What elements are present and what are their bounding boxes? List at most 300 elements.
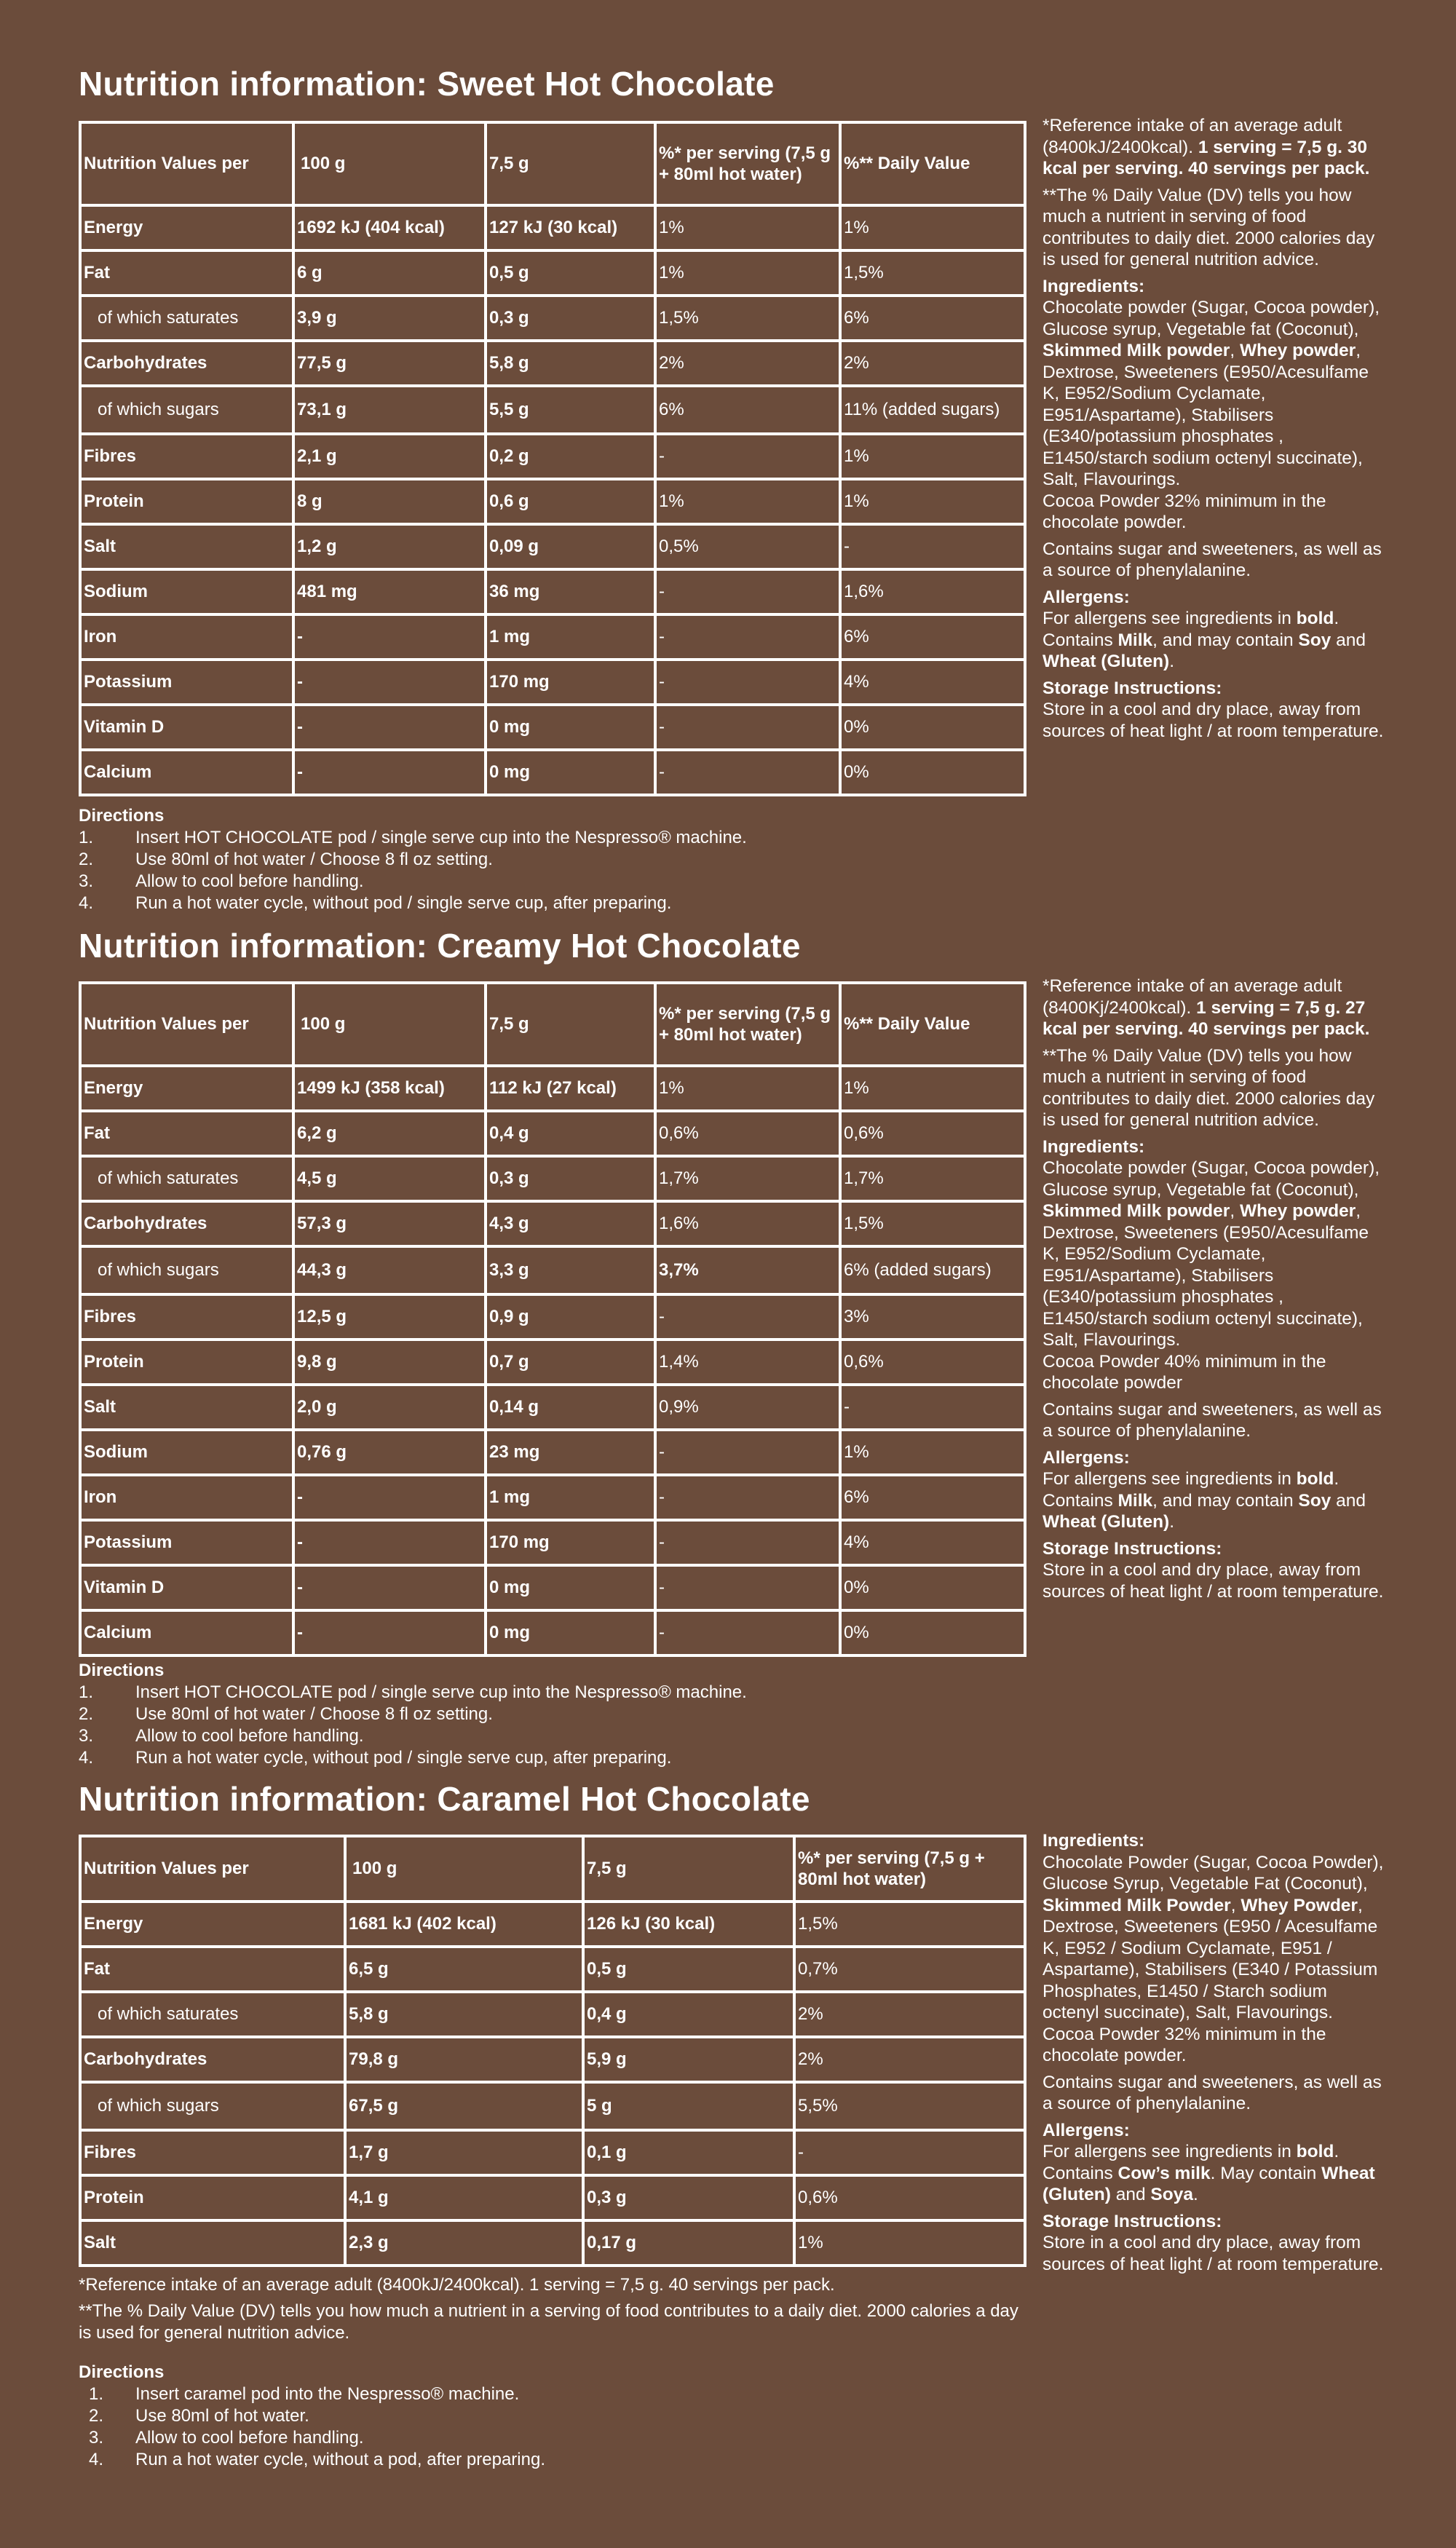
row-label: Carbohydrates [80,1201,293,1246]
table-cell: 0,5% [655,524,840,569]
ingredients-part: Chocolate powder (Sugar, Cocoa powder), Glucose syrup, Vegetable fat (Coconut), [1042,298,1380,339]
header-cell: 100 g [293,122,486,205]
table-cell: - [655,750,840,795]
table-row [80,1294,1025,1340]
section-sweet [79,64,1389,916]
nutrition-table [79,981,1026,1657]
table-row [80,341,1025,386]
table-cell: - [293,750,486,795]
table-header-row [80,983,1025,1066]
allergens-bold: Wheat (Gluten) [1042,2163,1375,2204]
storage-text: Store in a cool and dry place, away from sources of heat light / at room temperature. [1042,1560,1384,1602]
table-cell: 112 kJ (27 kcal) [486,1066,655,1111]
table-cell: 0 mg [486,1565,655,1610]
table-cell: - [655,614,840,660]
table-cell: 3,9 g [293,296,486,341]
ingredients-part: , [1230,341,1240,360]
row-label: Energy [80,205,293,250]
direction-step [79,849,747,871]
table-cell: 1,6% [840,569,1025,614]
step-text: Use 80ml of hot water / Choose 8 fl oz setting. [135,850,493,869]
table-row [80,1520,1025,1565]
table-cell: 4,3 g [486,1201,655,1246]
direction-step [79,2449,545,2471]
row-label: Calcium [80,750,293,795]
ingredients-part: Chocolate Powder (Sugar, Cocoa Powder), Glucose Syrup, Vegetable Fat (Coconut), [1042,1852,1384,1894]
table-cell: - [794,2130,1025,2175]
storage-heading: Storage Instructions: [1042,2211,1222,2231]
step-text: Use 80ml of hot water / Choose 8 fl oz setting. [135,1704,493,1724]
table-cell: 3,7% [655,1246,840,1294]
storage-heading: Storage Instructions: [1042,1538,1222,1559]
step-text: Allow to cool before handling. [135,1726,364,1746]
table-cell: 9,8 g [293,1340,486,1385]
allergens-part: For allergens see ingredients in [1042,2142,1297,2161]
header-cell: 100 g [293,983,486,1066]
table-cell: - [655,1294,840,1340]
table-row [80,1111,1025,1156]
table-cell: 1% [840,479,1025,524]
table-cell: 1,7% [840,1156,1025,1201]
step-number: 3. [89,2428,104,2448]
row-label: Carbohydrates [80,2037,345,2082]
table-header-row [80,122,1025,205]
table-cell: 2,0 g [293,1385,486,1430]
table-cell: 0,6% [840,1340,1025,1385]
allergens-part: . Contains [1042,2142,1340,2183]
row-label: Sodium [80,1430,293,1475]
table-cell: 0,3 g [486,296,655,341]
table-cell: 73,1 g [293,386,486,434]
reference-note: *Reference intake of an average adult (8400kJ/2400kcal). 1 serving = 7,5 g. 40 servings per pack. [79,2275,835,2295]
table-cell: 2,1 g [293,434,486,479]
table-cell: 1,7% [655,1156,840,1201]
table-cell: 6% [840,1475,1025,1520]
table-row [80,386,1025,434]
row-label: Fat [80,1947,345,1992]
table-cell: - [293,1475,486,1520]
table-cell: 1,7 g [345,2130,583,2175]
table-cell: 4% [840,1520,1025,1565]
daily-value-note: **The % Daily Value (DV) tells you how much a nutrient in a serving of food contributes to a daily diet. 2000 calories a day is used for general nutrition advice. [79,2301,1018,2343]
ingredients-heading: Ingredients: [1042,1831,1145,1851]
table-cell: 1499 kJ (358 kcal) [293,1066,486,1111]
step-number: 3. [79,1726,94,1746]
table-cell: 1% [840,1066,1025,1111]
header-cell: 7,5 g [486,122,655,205]
ingredients-part: , [1230,1201,1240,1221]
allergens-part: For allergens see ingredients in [1042,609,1297,628]
table-cell: 481 mg [293,569,486,614]
table-cell: 170 mg [486,660,655,705]
allergens-bold: Wheat (Gluten) [1042,1512,1170,1532]
reference-note [1042,115,1385,180]
table-cell: 0,6% [794,2175,1025,2220]
table-cell: 127 kJ (30 kcal) [486,205,655,250]
header-cell: %* per serving (7,5 g + 80ml hot water) [794,1836,1025,1902]
header-cell: Nutrition Values per [80,1836,345,1902]
table-cell: 1,5% [655,296,840,341]
table-row [80,296,1025,341]
row-label: of which sugars [80,386,293,434]
allergens-part: For allergens see ingredients in [1042,1469,1297,1489]
row-label: Fibres [80,2130,345,2175]
table-cell: 0,17 g [583,2220,794,2266]
table-cell: 0,76 g [293,1430,486,1475]
table-cell: - [293,705,486,750]
cocoa-note: Cocoa Powder 32% minimum in the chocolate powder. [1042,491,1326,532]
table-row [80,1610,1025,1655]
table-cell: 0 mg [486,750,655,795]
direction-step [79,2383,545,2405]
table-row [80,1565,1025,1610]
section-caramel [79,1779,1389,2529]
table-cell: 0,3 g [583,2175,794,2220]
ingredients-part: , Dextrose, Sweeteners (E950 / Acesulfame K, E952 / Sodium Cyclamate, E951 / Aspartame), Stabilisers (E340 / Potassium Phosphates, E1450 / Starch sodium octenyl succinate), Salt, Flavourings. [1042,1895,1378,2022]
table-cell: 1% [655,205,840,250]
section-creamy [79,926,1389,1778]
table-row [80,1246,1025,1294]
table-cell: 170 mg [486,1520,655,1565]
direction-step [79,2427,545,2449]
row-label: Fibres [80,1294,293,1340]
table-row [80,2082,1025,2130]
table-cell: 11% (added sugars) [840,386,1025,434]
allergens-part: and [1331,1490,1366,1511]
allergens-part: . [1169,652,1175,671]
ingredients-heading: Ingredients: [1042,276,1145,296]
directions-title: Directions [79,2362,165,2382]
table-header-row [80,1836,1025,1902]
ingredients-text [1042,297,1385,534]
table-cell: 3% [840,1294,1025,1340]
allergens-heading: Allergens: [1042,587,1130,607]
table-cell: 2,3 g [345,2220,583,2266]
row-label: of which saturates [80,1156,293,1201]
side-info [1042,976,1385,1607]
table-row [80,1066,1025,1111]
table-cell: 1% [840,205,1025,250]
step-text: Run a hot water cycle, without pod / single serve cup, after preparing. [135,893,672,913]
allergens-bold: Soy [1298,1490,1332,1511]
table-cell: - [655,1610,840,1655]
table-cell: 0,9% [655,1385,840,1430]
table-cell: 0,4 g [486,1111,655,1156]
allergen-ingredient: Skimmed Milk powder [1042,1201,1230,1221]
directions [79,805,747,914]
table-cell: 5 g [583,2082,794,2130]
direction-step [79,2405,545,2427]
table-row [80,2220,1025,2266]
allergens-part: . [1169,1512,1175,1532]
table-cell: - [840,524,1025,569]
table-cell: 5,5% [794,2082,1025,2130]
table-cell: 0,09 g [486,524,655,569]
reference-text: *Reference intake of an average adult (8400kJ/2400kcal). [1042,116,1342,157]
allergens-text [1042,1468,1385,1533]
table-cell: 12,5 g [293,1294,486,1340]
table-cell: 4,1 g [345,2175,583,2220]
header-cell: %* per serving (7,5 g + 80ml hot water) [655,122,840,205]
table-row [80,1947,1025,1992]
allergens-text [1042,608,1385,673]
allergens-heading: Allergens: [1042,1447,1130,1468]
step-number: 4. [79,893,94,913]
allergens-bold: bold [1296,1469,1334,1489]
side-info [1042,115,1385,747]
serving-info: 1 serving = 7,5 g. 27 kcal per serving. 40 servings per pack. [1042,997,1370,1039]
step-text: Insert HOT CHOCOLATE pod / single serve cup into the Nespresso® machine. [135,828,747,847]
allergens-bold: Milk [1117,1490,1153,1511]
table-cell: 0 mg [486,1610,655,1655]
header-cell: 7,5 g [486,983,655,1066]
table-cell: 2% [794,2037,1025,2082]
table-cell: 4,5 g [293,1156,486,1201]
allergens-bold: bold [1296,609,1334,628]
step-number: 3. [79,871,94,891]
table-cell: 2% [840,341,1025,386]
table-cell: 8 g [293,479,486,524]
table-cell: 6% (added sugars) [840,1246,1025,1294]
table-row [80,614,1025,660]
table-row [80,1430,1025,1475]
allergen-ingredient: Skimmed Milk Powder [1042,1895,1231,1915]
table-cell: - [655,1430,840,1475]
table-cell: 0,2 g [486,434,655,479]
table-cell: 6,2 g [293,1111,486,1156]
step-text: Allow to cool before handling. [135,871,364,891]
row-label: of which saturates [80,296,293,341]
nutrition-table [79,121,1026,796]
table-cell: 0,5 g [583,1947,794,1992]
table-row [80,569,1025,614]
row-label: Salt [80,2220,345,2266]
table-cell: 6% [840,614,1025,660]
table-cell: 77,5 g [293,341,486,386]
serving-info: 1 serving = 7,5 g. 30 kcal per serving. 40 servings per pack. [1042,137,1370,178]
reference-note [1042,976,1385,1040]
table-row [80,2037,1025,2082]
table-cell: 5,8 g [486,341,655,386]
table-cell: 44,3 g [293,1246,486,1294]
direction-step [79,871,747,893]
allergens-bold: Soy [1298,630,1332,650]
table-row [80,2175,1025,2220]
table-cell: 1,6% [655,1201,840,1246]
table-cell: - [655,1565,840,1610]
row-label: Energy [80,1066,293,1111]
contains-note: Contains sugar and sweeteners, as well as a source of phenylalanine. [1042,1399,1382,1441]
direction-step [79,1704,747,1725]
table-row [80,205,1025,250]
allergens-part: , and may contain [1152,630,1299,650]
table-row [80,705,1025,750]
cocoa-note: Cocoa Powder 32% minimum in the chocolate powder. [1042,2024,1326,2065]
table-cell: - [655,705,840,750]
step-number: 4. [89,2450,104,2469]
table-row [80,660,1025,705]
row-label: Protein [80,1340,293,1385]
allergen-ingredient: Whey powder [1239,1201,1356,1221]
header-cell: %** Daily Value [840,983,1025,1066]
allergen-ingredient: Whey Powder [1241,1895,1358,1915]
table-row [80,1156,1025,1201]
direction-step [79,827,747,849]
table-cell: 3,3 g [486,1246,655,1294]
table-cell: 6% [840,296,1025,341]
table-cell: 0,1 g [583,2130,794,2175]
header-cell: %** Daily Value [840,122,1025,205]
cocoa-note: Cocoa Powder 40% minimum in the chocolate powder [1042,1351,1326,1393]
side-info [1042,1830,1385,2280]
table-cell: 79,8 g [345,2037,583,2082]
step-text: Use 80ml of hot water. [135,2406,309,2426]
ingredients-part: , [1230,1895,1241,1915]
table-row [80,1385,1025,1430]
table-cell: 1,5% [794,1902,1025,1947]
footnotes [79,2274,1032,2349]
table-row [80,1902,1025,1947]
table-cell: 0,5 g [486,250,655,296]
ingredients-text [1042,1158,1385,1394]
storage-text: Store in a cool and dry place, away from sources of heat light / at room temperature. [1042,2233,1384,2274]
table-cell: - [655,434,840,479]
section-title: Nutrition information: Sweet Hot Chocolate [79,65,775,103]
table-row [80,750,1025,795]
table-cell: - [293,660,486,705]
storage-heading: Storage Instructions: [1042,678,1222,698]
row-label: of which saturates [80,1992,345,2037]
row-label: Calcium [80,1610,293,1655]
table-cell: 1,5% [840,1201,1025,1246]
table-cell: 23 mg [486,1430,655,1475]
table-cell: 1% [794,2220,1025,2266]
table-cell: 5,5 g [486,386,655,434]
step-text: Insert caramel pod into the Nespresso® machine. [135,2384,520,2404]
row-label: Fat [80,250,293,296]
table-cell: 1692 kJ (404 kcal) [293,205,486,250]
step-number: 1. [79,1682,94,1702]
table-cell: 67,5 g [345,2082,583,2130]
table-cell: 0% [840,750,1025,795]
section-title: Nutrition information: Creamy Hot Chocolate [79,927,801,965]
step-number: 2. [89,2406,104,2426]
row-label: Potassium [80,1520,293,1565]
table-cell: 0% [840,1565,1025,1610]
section-title: Nutrition information: Caramel Hot Chocolate [79,1780,810,1818]
table-row [80,250,1025,296]
table-cell: 1% [655,1066,840,1111]
table-cell: 1% [840,1430,1025,1475]
table-cell: 1681 kJ (402 kcal) [345,1902,583,1947]
allergens-part: . Contains [1042,609,1340,650]
step-text: Run a hot water cycle, without pod / single serve cup, after preparing. [135,1748,672,1768]
row-label: Fat [80,1111,293,1156]
row-label: Iron [80,614,293,660]
table-cell: 1,2 g [293,524,486,569]
table-cell: 0,6% [840,1111,1025,1156]
ingredients-part: , Dextrose, Sweeteners (E950/Acesulfame K, E952/Sodium Cyclamate, E951/Aspartame), Stabilisers (E340/potassium phosphates , E1450/starch sodium octenyl succinate), Salt, Flavourings. [1042,1201,1369,1350]
table-cell: - [840,1385,1025,1430]
row-label: Fibres [80,434,293,479]
table-row [80,1201,1025,1246]
header-cell: Nutrition Values per [80,122,293,205]
row-label: of which sugars [80,2082,345,2130]
table-row [80,479,1025,524]
step-text: Allow to cool before handling. [135,2428,364,2448]
step-number: 2. [79,1704,94,1724]
table-cell: - [655,1520,840,1565]
allergens-part: . May contain [1210,2163,1322,2183]
reference-text: *Reference intake of an average adult (8400Kj/2400kcal). [1042,976,1342,1018]
table-row [80,1475,1025,1520]
step-number: 1. [89,2384,104,2404]
header-cell: 100 g [345,1836,583,1902]
table-cell: 0,9 g [486,1294,655,1340]
allergens-heading: Allergens: [1042,2120,1130,2140]
table-cell: 1,4% [655,1340,840,1385]
table-cell: 0 mg [486,705,655,750]
table-cell: 36 mg [486,569,655,614]
step-number: 2. [79,850,94,869]
allergens-bold: Wheat (Gluten) [1042,652,1170,671]
directions-title: Directions [79,806,165,826]
header-cell: 7,5 g [583,1836,794,1902]
table-row [80,1992,1025,2037]
row-label: Carbohydrates [80,341,293,386]
table-cell: 1 mg [486,614,655,660]
row-label: Vitamin D [80,1565,293,1610]
table-cell: 1,5% [840,250,1025,296]
table-cell: - [293,614,486,660]
allergens-text [1042,2141,1385,2206]
row-label: Salt [80,524,293,569]
direction-step [79,1682,747,1704]
table-row [80,1340,1025,1385]
nutrition-table [79,1835,1026,2267]
table-cell: 1% [655,479,840,524]
contains-note: Contains sugar and sweeteners, as well as a source of phenylalanine. [1042,2072,1382,2113]
table-cell: 0% [840,1610,1025,1655]
ingredients-text [1042,1852,1385,2067]
row-label: of which sugars [80,1246,293,1294]
row-label: Protein [80,479,293,524]
table-row [80,524,1025,569]
table-cell: 1% [840,434,1025,479]
direction-step [79,893,747,914]
table-row [80,434,1025,479]
header-cell: Nutrition Values per [80,983,293,1066]
table-cell: - [655,569,840,614]
allergens-bold: Soya [1150,2185,1193,2204]
row-label: Energy [80,1902,345,1947]
allergens-part: . [1192,2185,1198,2204]
allergens-part: , and may contain [1152,1490,1299,1511]
step-number: 1. [79,828,94,847]
table-cell: - [293,1520,486,1565]
row-label: Sodium [80,569,293,614]
table-cell: - [655,1475,840,1520]
table-cell: 4% [840,660,1025,705]
step-text: Run a hot water cycle, without a pod, after preparing. [135,2450,545,2469]
row-label: Protein [80,2175,345,2220]
allergen-ingredient: Skimmed Milk powder [1042,341,1230,360]
table-cell: 2% [794,1992,1025,2037]
row-label: Vitamin D [80,705,293,750]
ingredients-part: , Dextrose, Sweeteners (E950/Acesulfame K, E952/Sodium Cyclamate, E951/Aspartame), Stabilisers (E340/potassium phosphates , E1450/starch sodium octenyl succinate), Salt, Flavourings. [1042,341,1369,489]
table-cell: 0,7 g [486,1340,655,1385]
allergens-bold: Milk [1117,630,1153,650]
